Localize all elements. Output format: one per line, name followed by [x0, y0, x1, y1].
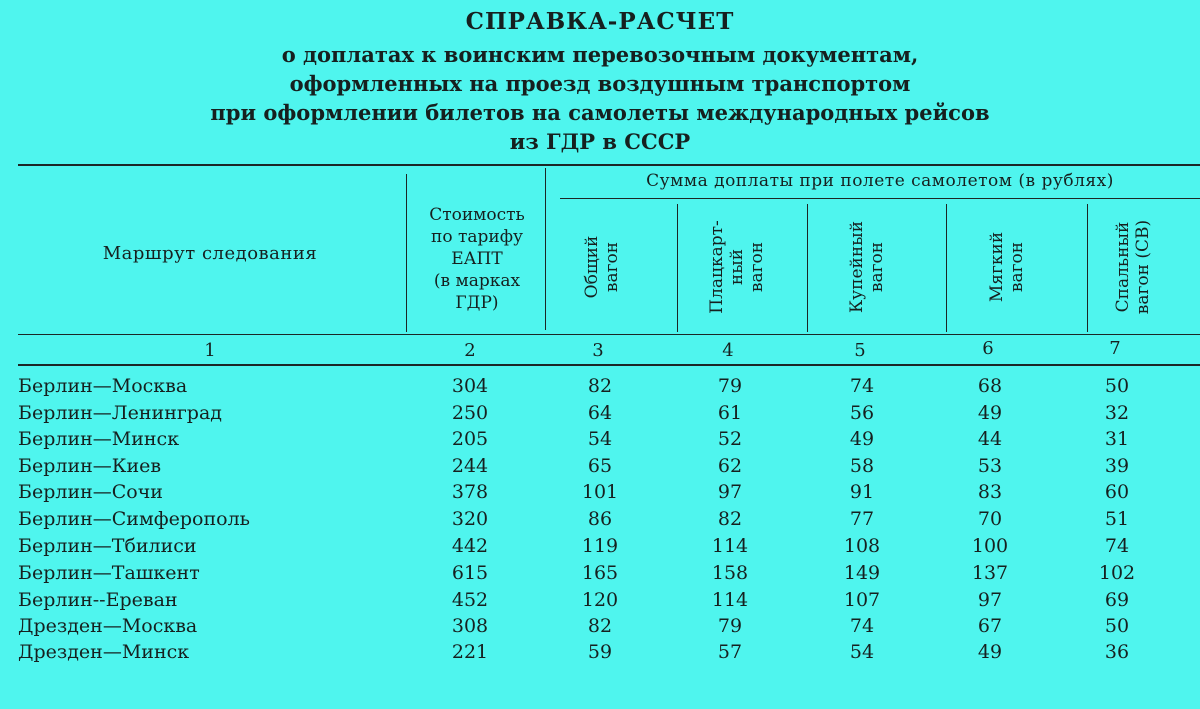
surcharge-cell: 44	[977, 428, 1003, 450]
surcharge-cell: 114	[711, 535, 749, 557]
table-top-rule	[18, 164, 1200, 166]
wagon-header-line: Общий	[582, 235, 602, 299]
surcharge-cell: 51	[1104, 508, 1130, 530]
surcharge-cell: 60	[1104, 481, 1130, 503]
surcharge-cell: 82	[587, 615, 613, 637]
surcharge-cell: 62	[717, 455, 743, 477]
cost-cell: 244	[451, 455, 489, 477]
surcharge-cell: 102	[1098, 562, 1136, 584]
wagon-header-line: вагон	[747, 241, 767, 293]
route-cell: Берлин—Симферополь	[18, 508, 250, 530]
wagon-header-line: вагон	[602, 241, 622, 293]
column-separator	[406, 174, 407, 332]
surcharge-cell: 59	[587, 641, 613, 663]
wagon-header-soft	[987, 202, 1047, 332]
cost-cell: 304	[451, 375, 489, 397]
surcharge-cell: 82	[717, 508, 743, 530]
cost-cell: 205	[451, 428, 489, 450]
group-header-rule	[560, 198, 1200, 199]
surcharge-cell: 100	[971, 535, 1009, 557]
surcharge-cell: 68	[977, 375, 1003, 397]
column-separator	[1087, 204, 1088, 332]
cost-header-line: Стоимость	[429, 205, 525, 225]
route-cell: Берлин—Ленинград	[18, 402, 222, 424]
surcharge-cell: 83	[977, 481, 1003, 503]
surcharge-cell: 97	[977, 589, 1003, 611]
surcharge-group-header: Сумма доплаты при полете самолетом (в рублях)	[646, 171, 1114, 191]
cost-cell: 308	[451, 615, 489, 637]
surcharge-cell: 108	[843, 535, 881, 557]
surcharge-cell: 101	[581, 481, 619, 503]
route-cell: Берлин—Киев	[18, 455, 162, 477]
column-number: 4	[722, 340, 734, 361]
surcharge-cell: 65	[587, 455, 613, 477]
surcharge-cell: 31	[1104, 428, 1130, 450]
surcharge-cell: 70	[977, 508, 1003, 530]
route-cell: Берлин—Сочи	[18, 481, 163, 503]
header-divider-rule	[18, 334, 1200, 335]
surcharge-cell: 119	[581, 535, 619, 557]
surcharge-cell: 49	[977, 402, 1003, 424]
surcharge-cell: 165	[581, 562, 619, 584]
cost-cell: 320	[451, 508, 489, 530]
route-column-header: Маршрут следования	[102, 243, 318, 264]
surcharge-cell: 91	[849, 481, 875, 503]
column-separator	[946, 204, 947, 332]
surcharge-cell: 137	[971, 562, 1009, 584]
subtitle-line: при оформлении билетов на самолеты международных рейсов	[210, 100, 990, 125]
surcharge-cell: 56	[849, 402, 875, 424]
cost-header-line: ЕАПТ	[451, 249, 503, 269]
column-number: 7	[1109, 338, 1121, 359]
route-cell: Берлин—Минск	[18, 428, 180, 450]
surcharge-cell: 82	[587, 375, 613, 397]
cost-cell: 442	[451, 535, 489, 557]
surcharge-cell: 79	[717, 615, 743, 637]
route-cell: Дрезден—Минск	[18, 641, 190, 663]
column-number: 2	[464, 340, 476, 361]
surcharge-cell: 57	[717, 641, 743, 663]
column-number: 6	[982, 338, 994, 359]
wagon-header-line: вагон	[1007, 241, 1027, 293]
surcharge-cell: 54	[587, 428, 613, 450]
wagon-header-general	[582, 202, 642, 332]
cost-header-line: по тарифу	[430, 227, 524, 247]
surcharge-cell: 74	[1104, 535, 1130, 557]
route-cell: Берлин—Москва	[18, 375, 188, 397]
wagon-header-line: Плацкарт-	[707, 220, 727, 314]
wagon-header-line: Купейный	[847, 220, 867, 314]
surcharge-cell: 50	[1104, 615, 1130, 637]
column-separator	[807, 204, 808, 332]
subtitle-line: из ГДР в СССР	[509, 129, 691, 154]
column-separator	[677, 204, 678, 332]
route-cell: Берлин—Ташкент	[18, 562, 200, 584]
document-subtitle	[0, 40, 1200, 156]
surcharge-cell: 86	[587, 508, 613, 530]
surcharge-cell: 50	[1104, 375, 1130, 397]
column-number: 3	[592, 340, 604, 361]
route-cell: Берлин--Ереван	[18, 589, 178, 611]
column-number: 1	[204, 340, 216, 361]
surcharge-cell: 52	[717, 428, 743, 450]
route-cell: Берлин—Тбилиси	[18, 535, 197, 557]
cost-column-header	[410, 204, 544, 314]
surcharge-cell: 97	[717, 481, 743, 503]
wagon-header-line: вагон	[867, 241, 887, 293]
surcharge-cell: 54	[849, 641, 875, 663]
surcharge-cell: 120	[581, 589, 619, 611]
surcharge-cell: 114	[711, 589, 749, 611]
surcharge-cell: 107	[843, 589, 881, 611]
cost-cell: 250	[451, 402, 489, 424]
subtitle-line: о доплатах к воинским перевозочным документам,	[281, 42, 919, 67]
surcharge-cell: 53	[977, 455, 1003, 477]
cost-header-line: (в марках	[433, 271, 521, 291]
wagon-header-sleeper	[1113, 202, 1173, 332]
wagon-header-line: Мягкий	[987, 231, 1007, 303]
surcharge-cell: 58	[849, 455, 875, 477]
surcharge-cell: 61	[717, 402, 743, 424]
surcharge-cell: 74	[849, 375, 875, 397]
surcharge-cell: 39	[1104, 455, 1130, 477]
document-title: СПРАВКА-РАСЧЕТ	[465, 8, 735, 35]
surcharge-cell: 69	[1104, 589, 1130, 611]
column-numbers-rule	[18, 364, 1200, 366]
surcharge-cell: 149	[843, 562, 881, 584]
surcharge-cell: 49	[977, 641, 1003, 663]
surcharge-cell: 67	[977, 615, 1003, 637]
surcharge-cell: 79	[717, 375, 743, 397]
subtitle-line: оформленных на проезд воздушным транспортом	[289, 71, 911, 96]
column-separator	[545, 168, 546, 330]
cost-cell: 378	[451, 481, 489, 503]
wagon-header-compartment	[847, 202, 907, 332]
wagon-header-reserved	[707, 202, 777, 332]
route-cell: Дрезден—Москва	[18, 615, 198, 637]
wagon-header-line: ный	[727, 248, 747, 286]
wagon-header-line: вагон (СВ)	[1133, 219, 1153, 315]
surcharge-cell: 74	[849, 615, 875, 637]
surcharge-cell: 64	[587, 402, 613, 424]
cost-header-line: ГДР)	[455, 293, 499, 313]
surcharge-cell: 158	[711, 562, 749, 584]
surcharge-cell: 36	[1104, 641, 1130, 663]
cost-cell: 221	[451, 641, 489, 663]
surcharge-cell: 77	[849, 508, 875, 530]
column-number: 5	[854, 340, 866, 361]
wagon-header-line: Спальный	[1113, 221, 1133, 313]
surcharge-cell: 49	[849, 428, 875, 450]
cost-cell: 452	[451, 589, 489, 611]
cost-cell: 615	[451, 562, 489, 584]
surcharge-cell: 32	[1104, 402, 1130, 424]
